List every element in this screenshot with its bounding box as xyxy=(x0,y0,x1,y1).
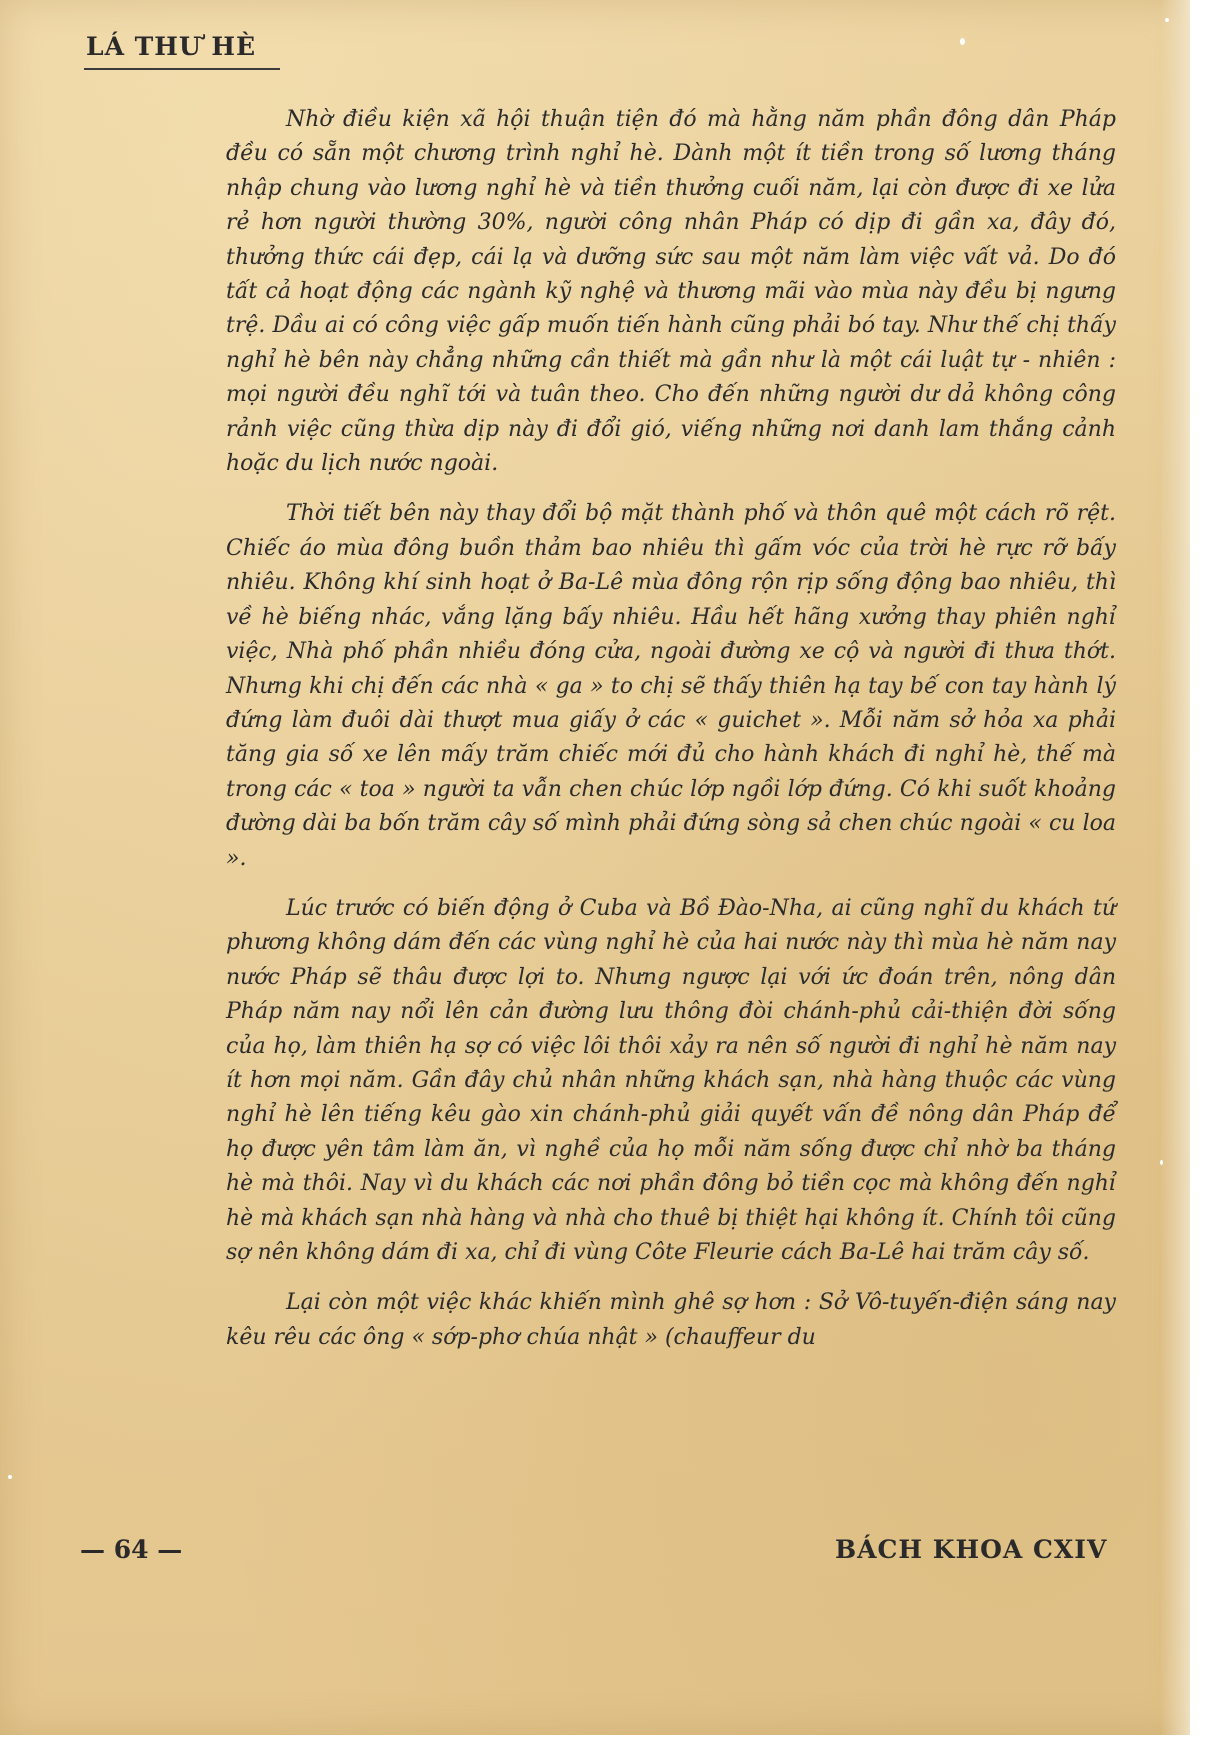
paragraph-2: Thời tiết bên này thay đổi bộ mặt thành phố và thôn quê một cách rõ rệt. Chiếc áo mùa đông buồn thảm bao nhiêu thì gấm vóc của trời hè rực rỡ bấy nhiêu. Không khí sinh hoạt ở Ba-Lê mùa đông rộn rịp sống động bao nhiêu, thì về hè biếng nhác, vắng lặng bấy nhiêu. Hầu hết hãng xưởng thay phiên nghỉ việc, Nhà phố phần nhiều đóng cửa, ngoài đường xe cộ và người đi thưa thớt. Nhưng khi chị đến các nhà « ga » to chị sẽ thấy thiên hạ tay bế con tay hành lý đứng làm đuôi dài thượt mua giấy ở các « guichet ». Mỗi năm sở hỏa xa phải tăng gia số xe lên mấy trăm chiếc mới đủ cho hành khách đi nghỉ hè, thế mà trong các « toa » người ta vẫn chen chúc lớp ngồi lớp đứng. Có khi suốt khoảng đường dài ba bốn trăm cây số mình phải đứng sòng sả chen chúc ngoài « cu loa ». xyxy=(226,501,1116,871)
page-edge xyxy=(1160,0,1190,1735)
article-body xyxy=(226,103,1116,1371)
paper-speck xyxy=(1165,18,1169,22)
running-header: LÁ THƯ HÈ xyxy=(86,32,257,61)
header-rule xyxy=(84,68,280,70)
paragraph-1: Nhờ điều kiện xã hội thuận tiện đó mà hằng năm phần đông dân Pháp đều có sẵn một chương trình nghỉ hè. Dành một ít tiền trong số lương tháng nhập chung vào lương nghỉ hè và tiền thưởng cuối năm, lại còn được đi xe lửa rẻ hơn người thường 30%, người công nhân Pháp có dịp đi gần xa, đây đó, thưởng thức cái đẹp, cái lạ và dưỡng sức sau một năm làm việc vất vả. Do đó tất cả hoạt động các ngành kỹ nghệ và thương mãi vào mùa này đều bị ngưng trệ. Dầu ai có công việc gấp muốn tiến hành cũng phải bó tay. Như thế chị thấy nghỉ hè bên này chẳng những cần thiết mà gần như là một cái luật tự - nhiên : mọi người đều nghĩ tới và tuân theo. Cho đến những người dư dả không công rảnh việc cũng thừa dịp này đi đổi gió, viếng những nơi danh lam thắng cảnh hoặc du lịch nước ngoài. xyxy=(226,107,1116,477)
paper-speck xyxy=(1160,1160,1163,1165)
paper-speck xyxy=(960,38,965,45)
paragraph-3: Lúc trước có biến động ở Cuba và Bồ Đào-Nha, ai cũng nghĩ du khách tứ phương không dám đến các vùng nghỉ hè của hai nước này thì mùa hè năm nay nước Pháp sẽ thâu được lợi to. Nhưng ngược lại với ức đoán trên, nông dân Pháp năm nay nổi lên cản đường lưu thông đòi chánh-phủ cải-thiện đời sống của họ, làm thiên hạ sợ có việc lôi thôi xảy ra nên số người đi nghỉ hè năm nay ít hơn mọi năm. Gần đây chủ nhân những khách sạn, nhà hàng thuộc các vùng nghỉ hè lên tiếng kêu gào xin chánh-phủ giải quyết vấn đề nông dân Pháp để họ được yên tâm làm ăn, vì nghề của họ mỗi năm sống được chỉ nhờ ba tháng hè mà thôi. Nay vì du khách các nơi phần đông bỏ tiền cọc mà không đến nghỉ hè mà khách sạn nhà hàng và nhà cho thuê bị thiệt hại không ít. Chính tôi cũng sợ nên không dám đi xa, chỉ đi vùng Côte Fleurie cách Ba-Lê hai trăm cây số. xyxy=(226,895,1116,1265)
journal-title: BÁCH KHOA CXIV xyxy=(835,1535,1108,1564)
paragraph-4: Lại còn một việc khác khiến mình ghê sợ hơn : Sở Vô-tuyến-điện sáng nay kêu rêu các ông « sớp-phơ chúa nhật » (chauffeur du xyxy=(226,1290,1116,1350)
page-number: — 64 — xyxy=(80,1535,183,1564)
paper-speck xyxy=(8,1475,12,1479)
